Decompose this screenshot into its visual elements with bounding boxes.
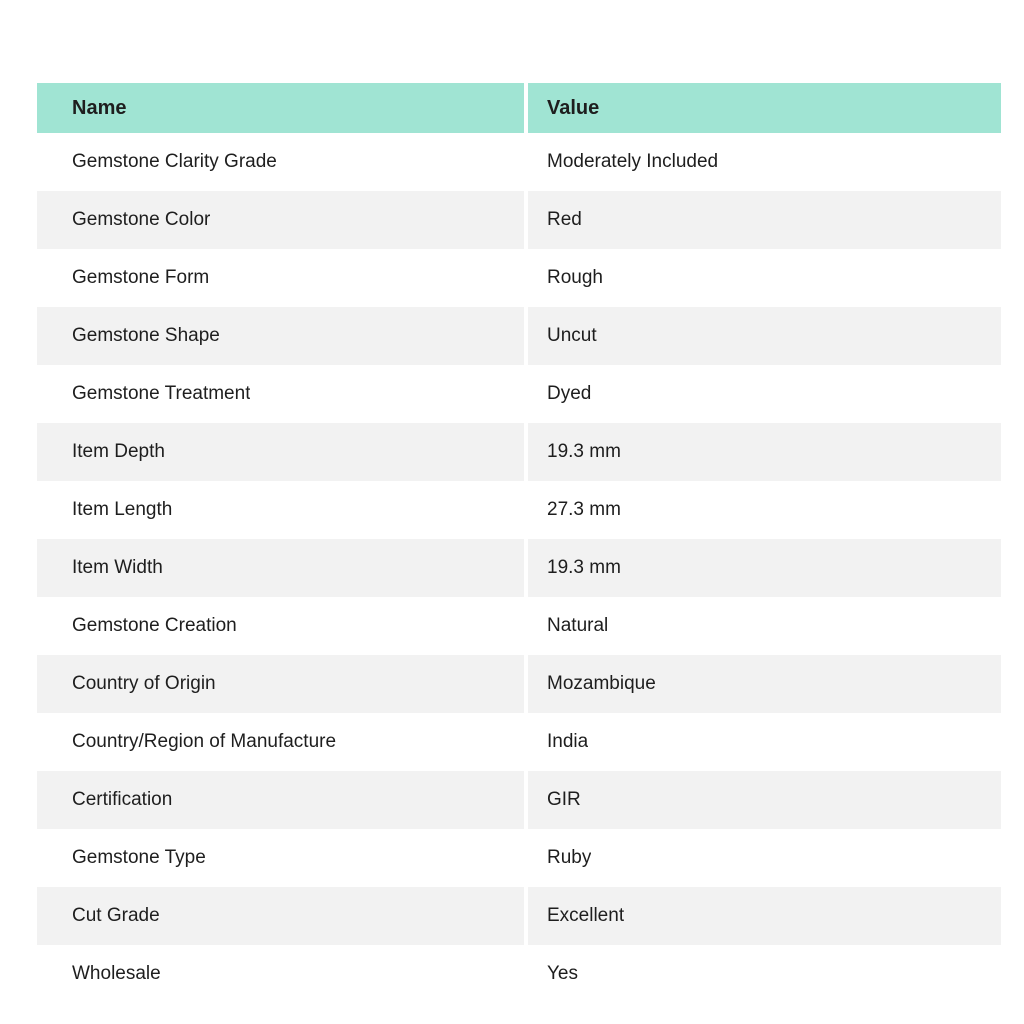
row-value-text: 27.3 mm [547,499,621,520]
table-row [37,887,1001,945]
row-name-text: Gemstone Form [72,267,210,288]
row-name-text: Item Depth [72,441,165,462]
table-row [37,539,1001,597]
row-name-cell [37,307,524,365]
row-value-cell [524,713,1001,771]
row-value-cell [524,771,1001,829]
row-value-cell [524,307,1001,365]
row-name-text: Gemstone Creation [72,615,237,636]
row-name-cell [37,481,524,539]
row-name-text: Gemstone Type [72,847,206,868]
row-name-cell [37,191,524,249]
row-name-text: Wholesale [72,963,161,984]
table-row [37,307,1001,365]
row-value-text: GIR [547,789,581,810]
row-value-text: Ruby [547,847,592,868]
row-value-text: 19.3 mm [547,557,621,578]
row-name-cell [37,771,524,829]
row-value-cell [524,191,1001,249]
row-value-cell [524,887,1001,945]
row-value-cell [524,829,1001,887]
row-name-cell [37,829,524,887]
row-name-cell [37,365,524,423]
table-row [37,249,1001,307]
row-name-text: Gemstone Color [72,209,211,230]
table-body [37,133,1001,1003]
row-value-cell [524,481,1001,539]
table-row [37,829,1001,887]
table-row [37,713,1001,771]
row-value-cell [524,597,1001,655]
row-name-cell [37,655,524,713]
row-value-text: India [547,731,589,752]
row-name-text: Item Length [72,499,173,520]
row-name-text: Certification [72,789,173,810]
row-name-cell [37,887,524,945]
row-name-cell [37,713,524,771]
row-value-cell [524,133,1001,191]
row-value-text: Red [547,209,582,230]
row-name-text: Gemstone Shape [72,325,220,346]
row-value-text: Natural [547,615,609,636]
row-value-cell [524,423,1001,481]
item-specifics-table [37,83,1001,1003]
table-row [37,133,1001,191]
row-name-cell [37,539,524,597]
row-name-cell [37,597,524,655]
row-value-cell [524,365,1001,423]
table-row [37,655,1001,713]
table-row [37,365,1001,423]
header-name-label: Name [72,96,127,119]
row-value-text: 19.3 mm [547,441,621,462]
row-value-cell [524,249,1001,307]
table-row [37,945,1001,1003]
row-name-cell [37,249,524,307]
header-cell-value [524,83,1001,133]
table-row [37,423,1001,481]
header-value-label: Value [547,96,600,119]
row-name-cell [37,133,524,191]
row-name-cell [37,945,524,1003]
row-name-text: Country/Region of Manufacture [72,731,337,752]
row-name-text: Cut Grade [72,905,160,926]
table-row [37,191,1001,249]
row-value-text: Yes [547,963,578,984]
row-value-cell [524,945,1001,1003]
row-value-text: Excellent [547,905,625,926]
table-row [37,597,1001,655]
table-row [37,771,1001,829]
row-name-text: Country of Origin [72,673,216,694]
row-value-text: Uncut [547,325,597,346]
row-name-cell [37,423,524,481]
row-name-text: Item Width [72,557,163,578]
table-row [37,481,1001,539]
row-value-text: Dyed [547,383,592,404]
row-value-text: Moderately Included [547,151,719,172]
table-header-row [37,83,1001,133]
header-cell-name [37,83,524,133]
row-value-text: Rough [547,267,603,288]
row-name-text: Gemstone Treatment [72,383,251,404]
row-value-cell [524,655,1001,713]
row-value-cell [524,539,1001,597]
row-name-text: Gemstone Clarity Grade [72,151,277,172]
row-value-text: Mozambique [547,673,656,694]
